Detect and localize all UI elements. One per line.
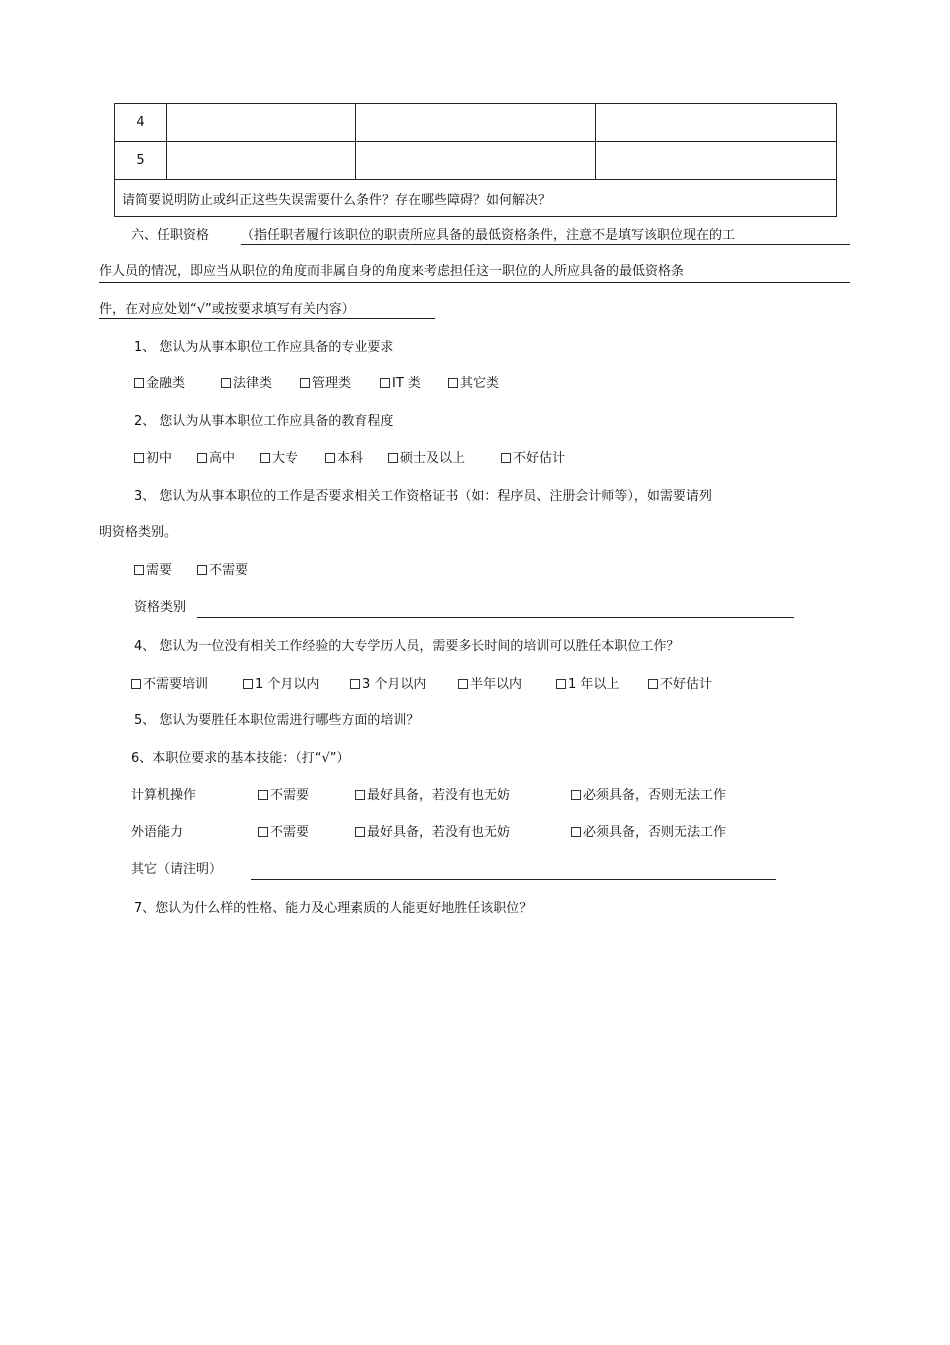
checkbox-icon[interactable]: [571, 790, 581, 800]
row-number: 5: [115, 142, 167, 180]
skill-name: 外语能力: [131, 825, 184, 840]
checkbox-icon[interactable]: [243, 679, 253, 689]
category-label: 资格类别: [134, 600, 187, 615]
question-3-cont: 明资格类别。: [99, 525, 178, 540]
checkbox-option[interactable]: IT 类: [380, 376, 421, 392]
question-6: 6、本职位要求的基本技能：（打“√”）: [131, 751, 350, 766]
table-row: [115, 104, 837, 142]
checkbox-icon[interactable]: [350, 679, 360, 689]
checkbox-icon[interactable]: [260, 453, 270, 463]
checkbox-icon[interactable]: [197, 565, 207, 575]
other-input-line[interactable]: [251, 879, 776, 880]
checkbox-icon[interactable]: [355, 790, 365, 800]
checkbox-icon[interactable]: [448, 378, 458, 388]
error-table: [114, 103, 837, 217]
section-heading: 六、任职资格: [131, 228, 210, 243]
checkbox-option[interactable]: 法律类: [221, 376, 272, 392]
checkbox-option[interactable]: 本科: [325, 451, 363, 467]
underline: [99, 282, 850, 283]
checkbox-option[interactable]: 需要: [134, 563, 172, 579]
row-number: 4: [115, 104, 167, 142]
checkbox-option[interactable]: 最好具备，若没有也无妨: [355, 788, 510, 804]
checkbox-icon[interactable]: [325, 453, 335, 463]
underline: [241, 244, 850, 245]
checkbox-icon[interactable]: [571, 827, 581, 837]
checkbox-option[interactable]: 最好具备，若没有也无妨: [355, 825, 510, 841]
checkbox-option[interactable]: 高中: [197, 451, 235, 467]
checkbox-option[interactable]: 不好估计: [501, 451, 565, 467]
checkbox-icon[interactable]: [258, 790, 268, 800]
checkbox-icon[interactable]: [134, 378, 144, 388]
checkbox-icon[interactable]: [197, 453, 207, 463]
table-row: [115, 142, 837, 180]
checkbox-option[interactable]: 硕士及以上: [388, 451, 465, 467]
table-cell[interactable]: [167, 142, 356, 180]
section-intro-line2: 作人员的情况，即应当从职位的角度而非属自身的角度来考虑担任这一职位的人所应具备的最低资格条: [99, 264, 685, 279]
section-intro-line1: （指任职者履行该职位的职责所应具备的最低资格条件，注意不是填写该职位现在的工: [241, 228, 736, 243]
checkbox-option[interactable]: 初中: [134, 451, 172, 467]
checkbox-option[interactable]: 金融类: [134, 376, 185, 392]
checkbox-option[interactable]: 半年以内: [458, 677, 522, 693]
checkbox-icon[interactable]: [388, 453, 398, 463]
checkbox-option[interactable]: 大专: [260, 451, 298, 467]
question-2: 2、 您认为从事本职位工作应具备的教育程度: [134, 414, 394, 429]
section-intro-line3: 件，在对应处划“√”或按要求填写有关内容）: [99, 302, 355, 317]
checkbox-icon[interactable]: [501, 453, 511, 463]
table-note: 请简要说明防止或纠正这些失误需要什么条件？存在哪些障碍？如何解决？: [115, 180, 837, 217]
checkbox-option[interactable]: 必须具备，否则无法工作: [571, 788, 726, 804]
table-cell[interactable]: [356, 142, 596, 180]
checkbox-icon[interactable]: [221, 378, 231, 388]
checkbox-option[interactable]: 不好估计: [648, 677, 712, 693]
checkbox-option[interactable]: 3 个月以内: [350, 677, 426, 693]
category-input-line[interactable]: [197, 617, 794, 618]
checkbox-icon[interactable]: [134, 453, 144, 463]
table-cell[interactable]: [596, 104, 837, 142]
checkbox-option[interactable]: 管理类: [300, 376, 351, 392]
checkbox-icon[interactable]: [300, 378, 310, 388]
table-row: [115, 180, 837, 217]
underline: [99, 318, 435, 319]
checkbox-icon[interactable]: [648, 679, 658, 689]
question-3: 3、 您认为从事本职位的工作是否要求相关工作资格证书（如：程序员、注册会计师等），如需要请列: [134, 489, 712, 504]
checkbox-option[interactable]: 1 年以上: [556, 677, 619, 693]
checkbox-icon[interactable]: [134, 565, 144, 575]
checkbox-icon[interactable]: [458, 679, 468, 689]
checkbox-option[interactable]: 不需要培训: [131, 677, 208, 693]
checkbox-option[interactable]: 不需要: [197, 563, 248, 579]
checkbox-icon[interactable]: [380, 378, 390, 388]
checkbox-option[interactable]: 不需要: [258, 825, 309, 841]
checkbox-icon[interactable]: [355, 827, 365, 837]
checkbox-icon[interactable]: [556, 679, 566, 689]
table-cell[interactable]: [596, 142, 837, 180]
question-4: 4、 您认为一位没有相关工作经验的大专学历人员，需要多长时间的培训可以胜任本职位工作？: [134, 639, 680, 654]
checkbox-option[interactable]: 其它类: [448, 376, 499, 392]
checkbox-option[interactable]: 1 个月以内: [243, 677, 319, 693]
checkbox-icon[interactable]: [258, 827, 268, 837]
checkbox-option[interactable]: 不需要: [258, 788, 309, 804]
checkbox-option[interactable]: 必须具备，否则无法工作: [571, 825, 726, 841]
question-5: 5、 您认为要胜任本职位需进行哪些方面的培训？: [134, 713, 420, 728]
table-cell[interactable]: [167, 104, 356, 142]
question-1: 1、 您认为从事本职位工作应具备的专业要求: [134, 340, 394, 355]
skill-name: 计算机操作: [131, 788, 197, 803]
checkbox-icon[interactable]: [131, 679, 141, 689]
question-7: 7、您认为什么样的性格、能力及心理素质的人能更好地胜任该职位？: [134, 901, 533, 916]
other-label: 其它（请注明）: [131, 862, 223, 877]
table-cell[interactable]: [356, 104, 596, 142]
